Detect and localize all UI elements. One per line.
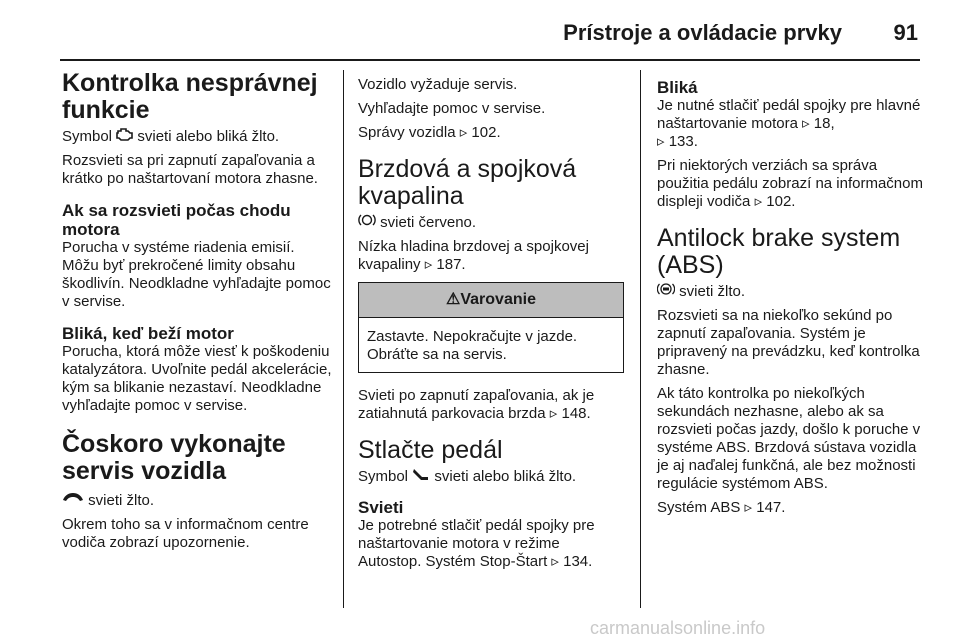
paragraph: Pri niektorých verziách sa správa použitia pedálu zobrazí na informačnom displeji vodiča ▹ 102.: [657, 157, 923, 210]
column-1: [62, 70, 334, 558]
reference-arrow-icon: ▹: [549, 405, 558, 422]
watermark: carmanualsonline.info: [590, 618, 766, 638]
warning-title: Varovanie: [460, 291, 536, 308]
paragraph: Vozidlo vyžaduje servis.: [358, 76, 518, 93]
column-2: [358, 76, 624, 577]
subheading: Ak sa rozsvieti počas chodu motora: [62, 201, 291, 239]
heading-malfunction-light: Kontrolka nesprávnej funkcie: [62, 69, 318, 124]
reference-arrow-icon: ▹: [744, 499, 753, 516]
heading-service-soon: Čoskoro vykonajte servis vozidla: [62, 430, 286, 485]
column-3: [657, 78, 925, 523]
header-title: Prístroje a ovládacie prvky: [563, 20, 842, 45]
paragraph: Správy vozidla ▹ 102.: [358, 124, 501, 141]
reference-arrow-icon: ▹: [424, 256, 433, 273]
paragraph: Porucha, ktorá môže viesť k poškodeniu katalyzátora. Uvoľnite pedál akcelerácie, kým sa blikanie nezastaví. Neodkladne vyhľadajte pomoc v servise.: [62, 343, 332, 414]
reference-arrow-icon: ▹: [459, 124, 468, 141]
reference-arrow-icon: ▹: [551, 553, 559, 570]
paragraph: svieti červeno.: [358, 213, 624, 232]
paragraph: Ak táto kontrolka po niekoľkých sekundách nezhasne, alebo ak sa rozsvieti počas jazdy, došlo k poruche v systéme ABS. Brzdová sústava vozidla je aj naďalej funkčná, ale bez možnosti regulácie systémom ABS.: [657, 385, 921, 492]
heading-brake-fluid: Brzdová a spojková kvapalina: [358, 155, 577, 210]
page-number: 91: [893, 20, 918, 45]
brake-fluid-icon: [358, 214, 376, 231]
wrench-car-icon: [62, 492, 84, 509]
paragraph: Je nutné stlačiť pedál spojky pre hlavné naštartovanie motora ▹ 18, ▹ 133.: [657, 97, 921, 150]
paragraph: svieti žlto.: [62, 491, 334, 510]
paragraph: Svieti po zapnutí zapaľovania, ak je zatiahnutá parkovacia brzda ▹ 148.: [358, 387, 595, 422]
page-header: [0, 0, 960, 62]
abs-icon: [657, 283, 675, 300]
subheading: Bliká: [657, 78, 698, 97]
paragraph: Systém ABS ▹ 147.: [657, 499, 786, 516]
heading-press-pedal: Stlačte pedál: [358, 436, 503, 464]
paragraph: Rozsvieti sa na niekoľko sekúnd po zapnutí zapaľovania. Systém je pripravený na prevádzku, keď kontrolka zhasne.: [657, 307, 920, 378]
paragraph: Rozsvieti sa pri zapnutí zapaľovania a krátko po naštartovaní motora zhasne.: [62, 152, 318, 187]
column-divider-2: [640, 70, 641, 608]
column-divider-1: [343, 70, 344, 608]
pedal-icon: [412, 468, 430, 485]
engine-icon: [116, 128, 133, 145]
paragraph: Je potrebné stlačiť pedál spojky pre naštartovanie motora v režime Autostop. Systém Stop-Štart ▹ 134.: [358, 517, 595, 570]
warning-triangle-icon: ⚠: [446, 291, 461, 308]
paragraph: Vyhľadajte pomoc v servise.: [358, 100, 546, 117]
paragraph: Symbol svieti alebo bliká žlto.: [62, 128, 280, 145]
warning-box: [358, 282, 624, 373]
warning-header: [359, 283, 623, 318]
reference-arrow-icon: ▹: [657, 133, 665, 150]
paragraph: svieti žlto.: [657, 282, 925, 301]
paragraph: Symbol svieti alebo bliká žlto.: [358, 468, 577, 485]
header-rule: [60, 59, 920, 61]
reference-arrow-icon: ▹: [802, 115, 810, 132]
subheading: Svieti: [358, 498, 404, 517]
paragraph: Porucha v systéme riadenia emisií. Môžu byť prekročené limity obsahu škodlivín. Neodkladne vyhľadajte pomoc v servise.: [62, 239, 331, 310]
paragraph: Okrem toho sa v informačnom centre vodiča zobrazí upozornenie.: [62, 516, 309, 551]
subheading: Bliká, keď beží motor: [62, 324, 234, 343]
warning-text: Zastavte. Nepokračujte v jazde. Obráťte sa na servis.: [367, 328, 578, 363]
reference-arrow-icon: ▹: [754, 193, 763, 210]
paragraph: Nízka hladina brzdovej a spojkovej kvapaliny ▹ 187.: [358, 238, 589, 273]
heading-abs: Antilock brake system (ABS): [657, 224, 901, 279]
